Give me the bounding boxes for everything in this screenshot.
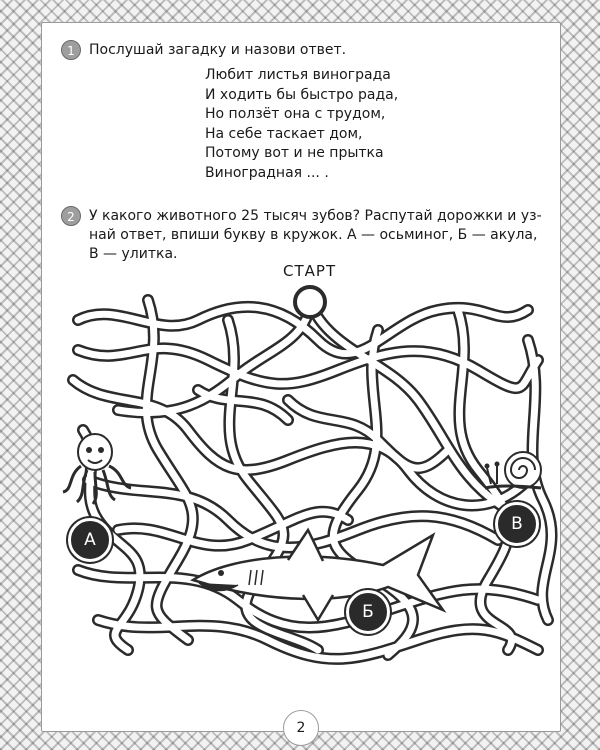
answer-circle-v[interactable]: В xyxy=(495,502,539,546)
poem-line: Любит листья винограда xyxy=(205,67,391,83)
task2-instruction-line-3: В — улитка. xyxy=(89,246,178,262)
task2-instruction-line-1: У какого животного 25 тысяч зубов? Распутай дорожки и уз- xyxy=(89,208,542,224)
page-number: 2 xyxy=(283,710,319,746)
task2-number-badge: 2 xyxy=(61,206,81,226)
poem-line: Потому вот и не прытка xyxy=(205,145,384,161)
poem-line: На себе таскает дом, xyxy=(205,125,363,142)
poem-line: Но ползёт она с трудом, xyxy=(205,106,386,122)
answer-circle-b[interactable]: Б xyxy=(346,590,390,634)
task1-number-badge: 1 xyxy=(61,40,81,60)
maze-start-label: СТАРТ xyxy=(283,262,337,280)
poem-line: Виноградная ... . xyxy=(205,164,329,181)
answer-circle-a[interactable]: А xyxy=(68,518,112,562)
task1-instruction: Послушай загадку и назови ответ. xyxy=(89,42,347,58)
maze-start-ring xyxy=(295,287,325,317)
maze-illustration xyxy=(58,280,558,665)
poem-line: И ходить бы быстро рада, xyxy=(205,86,399,103)
riddle-poem xyxy=(205,66,398,183)
task2-instruction-line-2: най ответ, впиши букву в кружок. А — осьминог, Б — акула, xyxy=(89,227,538,243)
